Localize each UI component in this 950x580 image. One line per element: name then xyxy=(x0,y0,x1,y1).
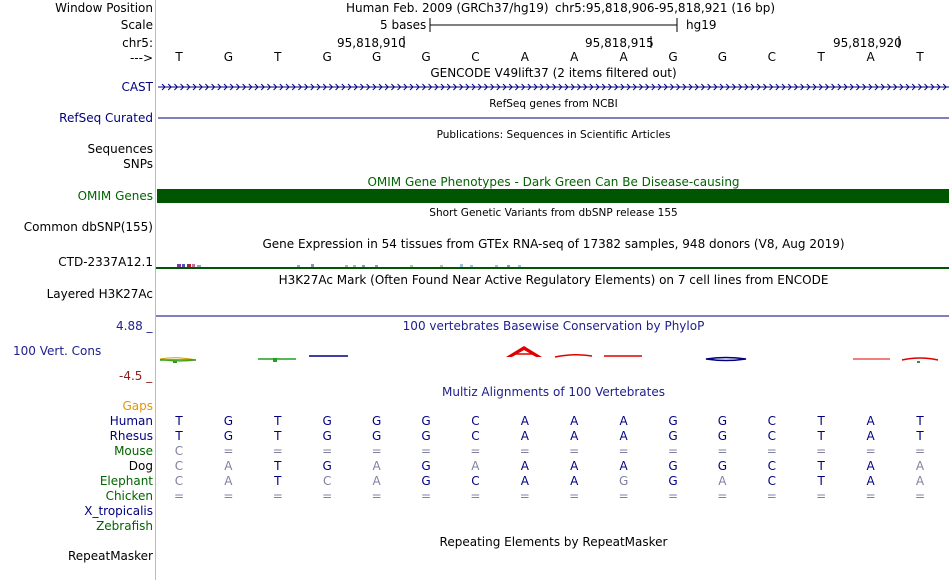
alignment-base: A xyxy=(915,459,925,473)
alignment-base: = xyxy=(272,444,283,458)
alignment-base: A xyxy=(866,459,875,473)
window-position-label: Window Position xyxy=(55,1,153,15)
refseq-title: RefSeq genes from NCBI xyxy=(489,98,618,110)
alignment-base: = xyxy=(717,444,728,458)
alignment-base: = xyxy=(322,489,333,503)
omim-label[interactable]: OMIM Genes xyxy=(77,189,153,203)
publications-title: Publications: Sequences in Scientific Articles xyxy=(436,129,671,141)
alignment-base: A xyxy=(520,414,529,428)
reference-base: T xyxy=(916,50,924,64)
alignment-base: G xyxy=(668,459,678,473)
reference-base: T xyxy=(175,50,183,64)
assembly-text: Human Feb. 2009 (GRCh37/hg19) xyxy=(346,1,549,15)
alignment-base: T xyxy=(175,429,183,443)
alignment-base: = xyxy=(667,444,679,458)
species-label[interactable]: Human xyxy=(109,414,153,428)
reference-base: G xyxy=(371,50,382,64)
alignment-base: G xyxy=(223,414,234,428)
alignment-base: A xyxy=(866,474,875,488)
alignment-base: G xyxy=(717,429,728,443)
alignment-base: = xyxy=(569,489,580,503)
alignment-base: = xyxy=(766,444,777,458)
reference-base: G xyxy=(322,50,332,64)
alignment-base: A xyxy=(224,459,233,473)
alignment-base: A xyxy=(570,459,579,473)
alignment-base: T xyxy=(274,429,282,443)
reference-base: A xyxy=(520,50,529,64)
species-label[interactable]: X_tropicalis xyxy=(84,504,153,518)
publications-snps-label[interactable]: SNPs xyxy=(123,157,153,171)
dbsnp-title: Short Genetic Variants from dbSNP release 155 xyxy=(429,207,678,219)
alignment-base: = xyxy=(223,489,234,503)
alignment-base: G xyxy=(371,429,382,443)
alignment-base: G xyxy=(223,429,234,443)
scale-bases-text: 5 bases xyxy=(380,18,427,32)
omim-title: OMIM Gene Phenotypes - Dark Green Can Be Disease-causing xyxy=(367,175,740,189)
phylop-max-label: 4.88 _ xyxy=(116,319,153,333)
alignment-base: T xyxy=(175,414,183,428)
alignment-base: T xyxy=(274,474,282,488)
alignment-base: G xyxy=(322,429,332,443)
alignment-base: A xyxy=(619,429,628,443)
gtex-title: Gene Expression in 54 tissues from GTEx RNA-seq of 17382 samples, 948 donors (V8, Aug 2019) xyxy=(262,237,845,251)
alignment-base: A xyxy=(866,429,875,443)
alignment-base: A xyxy=(619,414,628,428)
gtex-label[interactable]: CTD-2337A12.1 xyxy=(58,255,153,269)
multiz-title: Multiz Alignments of 100 Vertebrates xyxy=(441,385,666,399)
gencode-label[interactable]: CAST xyxy=(121,80,153,94)
alignment-base: C xyxy=(767,429,776,443)
phylop-label[interactable]: 100 Vert. Cons xyxy=(13,344,102,358)
alignment-base: = xyxy=(618,444,629,458)
alignment-base: C xyxy=(174,444,184,458)
alignment-base: C xyxy=(174,474,184,488)
alignment-base: C xyxy=(471,414,480,428)
alignment-base: A xyxy=(570,414,579,428)
alignment-base: C xyxy=(767,459,776,473)
alignment-base: G xyxy=(322,414,332,428)
alignment-base: C xyxy=(471,429,480,443)
scale-label: Scale xyxy=(120,18,153,32)
phylop-min-label: -4.5 _ xyxy=(119,369,153,383)
reference-base: G xyxy=(668,50,678,64)
phylop-title: 100 vertebrates Basewise Conservation by PhyloP xyxy=(402,319,705,333)
gencode-title: GENCODE V49lift37 (2 items filtered out) xyxy=(430,66,677,80)
species-label[interactable]: Chicken xyxy=(105,489,153,503)
publications-sequences-label[interactable]: Sequences xyxy=(87,142,153,156)
alignment-base: T xyxy=(817,414,825,428)
alignment-base: T xyxy=(817,474,825,488)
alignment-base: = xyxy=(371,489,382,503)
reference-base: A xyxy=(619,50,628,64)
alignment-base: G xyxy=(668,429,678,443)
alignment-base: = xyxy=(667,489,679,503)
repeatmasker-title: Repeating Elements by RepeatMasker xyxy=(439,535,668,549)
scale-db-text: hg19 xyxy=(686,18,717,32)
alignment-base: = xyxy=(569,444,580,458)
alignment-base: = xyxy=(914,444,926,458)
alignment-base: A xyxy=(372,474,381,488)
alignment-base: A xyxy=(866,414,875,428)
coord-label: 95,818,915 xyxy=(585,36,654,50)
alignment-base: C xyxy=(767,474,776,488)
alignment-base: G xyxy=(421,459,431,473)
h3k27ac-label[interactable]: Layered H3K27Ac xyxy=(46,287,153,301)
alignment-base: G xyxy=(421,414,431,428)
alignment-base: = xyxy=(470,489,481,503)
reference-base: G xyxy=(421,50,431,64)
species-label[interactable]: Rhesus xyxy=(109,429,153,443)
repeatmasker-label[interactable]: RepeatMasker xyxy=(67,549,153,563)
alignment-base: = xyxy=(223,444,234,458)
alignment-base: A xyxy=(224,474,233,488)
coord-label: 95,818,920 xyxy=(833,36,902,50)
alignment-base: A xyxy=(520,429,529,443)
coord-label: 95,818,910 xyxy=(337,36,406,50)
species-label[interactable]: Elephant xyxy=(99,474,153,488)
reference-base: A xyxy=(866,50,875,64)
alignment-base: A xyxy=(372,459,381,473)
species-label[interactable]: Mouse xyxy=(114,444,153,458)
alignment-base: = xyxy=(371,444,382,458)
reference-base: T xyxy=(817,50,825,64)
alignment-base: = xyxy=(618,489,629,503)
alignment-base: A xyxy=(570,474,579,488)
reference-base: C xyxy=(471,50,480,64)
alignment-base: = xyxy=(914,489,926,503)
alignment-base: G xyxy=(668,474,678,488)
refseq-label[interactable]: RefSeq Curated xyxy=(59,111,153,125)
alignment-base: A xyxy=(520,459,529,473)
alignment-base: = xyxy=(519,489,530,503)
alignment-base: = xyxy=(470,444,481,458)
alignment-base: G xyxy=(421,429,431,443)
alignment-base: A xyxy=(619,459,628,473)
alignment-base: A xyxy=(471,459,480,473)
alignment-base: T xyxy=(274,459,282,473)
alignment-base: T xyxy=(916,414,924,428)
alignment-base: T xyxy=(916,429,924,443)
alignment-base: G xyxy=(668,414,678,428)
alignment-base: C xyxy=(322,474,332,488)
reference-base: T xyxy=(274,50,282,64)
alignment-base: = xyxy=(816,444,827,458)
gaps-label[interactable]: Gaps xyxy=(122,399,153,413)
alignment-base: = xyxy=(519,444,530,458)
alignment-base: A xyxy=(718,474,727,488)
alignment-base: G xyxy=(717,459,728,473)
h3k27ac-title: H3K27Ac Mark (Often Found Near Active Regulatory Elements) on 7 cell lines from ENCODE xyxy=(278,273,829,287)
alignment-base: = xyxy=(865,489,876,503)
alignment-base: = xyxy=(766,489,777,503)
chromosome-label: chr5: xyxy=(122,36,153,50)
alignment-base: T xyxy=(817,429,825,443)
reference-base: A xyxy=(570,50,579,64)
reference-base: G xyxy=(717,50,728,64)
reference-base: C xyxy=(767,50,776,64)
alignment-base: G xyxy=(371,414,382,428)
alignment-base: = xyxy=(173,489,185,503)
alignment-base: G xyxy=(618,474,629,488)
alignment-base: = xyxy=(322,444,333,458)
alignment-base: G xyxy=(322,459,332,473)
alignment-base: C xyxy=(174,459,184,473)
strand-label: ---> xyxy=(129,51,153,65)
alignment-base: = xyxy=(420,444,432,458)
alignment-base: G xyxy=(421,474,431,488)
alignment-base: A xyxy=(570,429,579,443)
alignment-base: = xyxy=(272,489,283,503)
species-label[interactable]: Dog xyxy=(128,459,153,473)
alignment-base: = xyxy=(865,444,876,458)
alignment-base: = xyxy=(816,489,827,503)
alignment-base: C xyxy=(767,414,776,428)
alignment-base: = xyxy=(717,489,728,503)
alignment-base: C xyxy=(471,474,480,488)
reference-base: G xyxy=(223,50,234,64)
alignment-base: A xyxy=(520,474,529,488)
alignment-base: T xyxy=(817,459,825,473)
alignment-base: A xyxy=(915,474,925,488)
alignment-base: T xyxy=(274,414,282,428)
position-text: chr5:95,818,906-95,818,921 (16 bp) xyxy=(555,1,776,15)
species-label[interactable]: Zebrafish xyxy=(96,519,153,533)
alignment-base: = xyxy=(420,489,432,503)
alignment-base: G xyxy=(717,414,728,428)
dbsnp-label[interactable]: Common dbSNP(155) xyxy=(23,220,153,234)
